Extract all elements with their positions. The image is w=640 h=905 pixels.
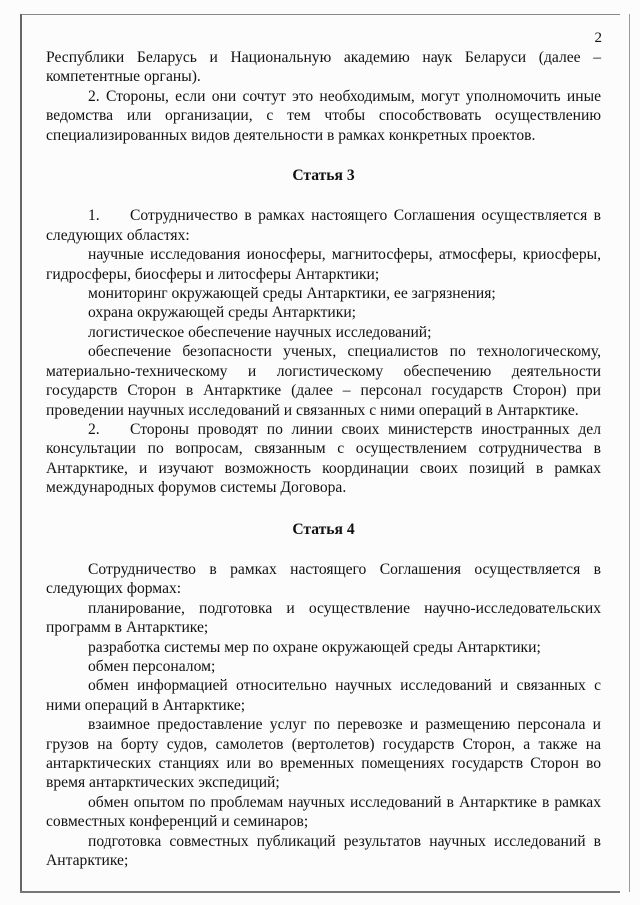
article-3-area-2: мониторинг окружающей среды Антарктики, ее загрязнения; bbox=[88, 285, 496, 303]
article-3-item-1 bbox=[46, 206, 601, 245]
article-3-area-1: научные исследования ионосферы, магнитосферы, атмосферы, криосферы, гидросферы, биосферы и литосферы Антарктики; bbox=[46, 246, 601, 283]
page-border-left bbox=[20, 14, 22, 892]
article-4-form-4: обмен информацией относительно научных исследований и связанных с ними операций в Антарктике; bbox=[46, 677, 601, 714]
article-4-form-3: обмен персоналом; bbox=[88, 657, 216, 675]
article-3-area-5: обеспечение безопасности ученых, специалистов по технологическому, материально-техническому и логистическому обеспечению деятельности государств Сторон в Антарктике (далее – персонал государств Сторон) при проведении научных исследований и связанных с ними операций в Антарктике. bbox=[46, 343, 601, 419]
document-body bbox=[46, 48, 601, 870]
article-3-item-2 bbox=[46, 420, 601, 498]
page-border-bottom bbox=[20, 891, 620, 893]
article-4-intro: Сотрудничество в рамках настоящего Соглашения осуществляется в следующих формах: bbox=[46, 560, 601, 598]
article-3-item-2-text: Стороны проводят по линии своих министерств иностранных дел консультации по вопросам, связанным с осуществлением сотрудничества в Антарктике, и изучают возможность координации своих позиций в рамках международных форумов системы Договора. bbox=[46, 420, 601, 497]
article-4-form-2: разработка системы мер по охране окружающей среды Антарктики; bbox=[88, 638, 541, 656]
article-3-item-1-text: Сотрудничество в рамках настоящего Соглашения осуществляется в следующих областях: bbox=[46, 207, 601, 244]
article-4-title: Статья 4 bbox=[292, 520, 355, 538]
intro-paragraph-1: Республики Беларусь и Национальную академию наук Беларуси (далее – компетентные органы). bbox=[46, 49, 601, 86]
article-3-item-1-number: 1. bbox=[88, 207, 100, 225]
article-3-title: Статья 3 bbox=[292, 167, 355, 185]
article-3-area-4: логистическое обеспечение научных исследований; bbox=[88, 323, 432, 341]
article-4-form-1: планирование, подготовка и осуществление научно-исследовательских программ в Антарктике; bbox=[46, 599, 601, 637]
page-number: 2 bbox=[594, 30, 602, 46]
article-4-form-5: взаимное предоставление услуг по перевозке и размещению персонала и грузов на борту судов, самолетов (вертолетов) государств Сторон, а также на антарктических станциях или во временных помещениях государств Сторон во время антарктических экспедиций; bbox=[46, 716, 601, 792]
article-3-area-3: охрана окружающей среды Антарктики; bbox=[88, 304, 357, 322]
intro-paragraph-2: 2. Стороны, если они сочтут это необходимым, могут уполномочить иные ведомства или организации, с тем чтобы способствовать осуществлению специализированных видов деятельности в рамках конкретных проектов. bbox=[46, 87, 601, 144]
article-3-item-2-number: 2. bbox=[88, 420, 100, 438]
article-4-form-6: обмен опытом по проблемам научных исследований в Антарктике в рамках совместных конференций и семинаров; bbox=[46, 793, 601, 831]
article-4-form-7: подготовка совместных публикаций результатов научных исследований в Антарктике; bbox=[46, 832, 601, 870]
page-border-right bbox=[629, 14, 630, 892]
page-border-top bbox=[20, 14, 620, 15]
